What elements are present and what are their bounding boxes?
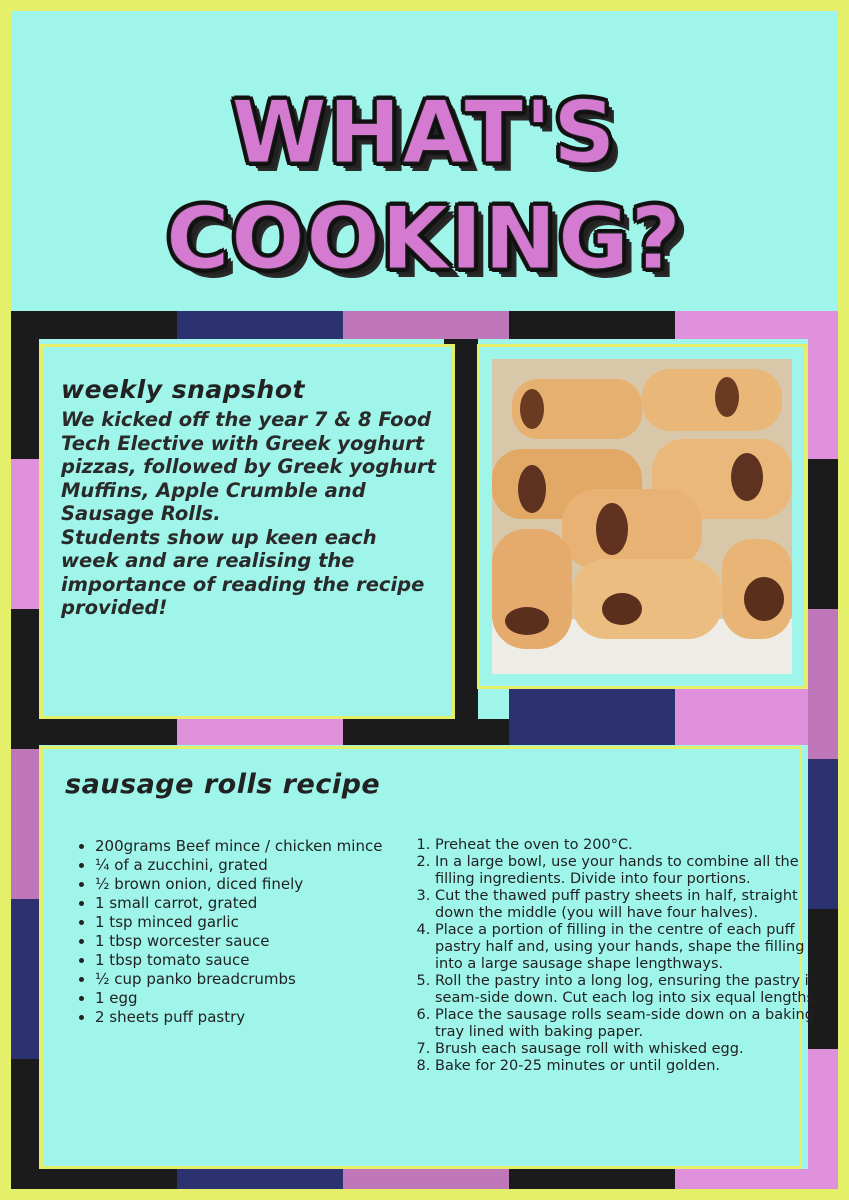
tile (11, 899, 39, 1059)
tile (509, 311, 675, 339)
ingredient-item: • 1 egg (95, 989, 395, 1008)
weekly-snapshot-panel (40, 344, 455, 719)
sausage-roll (492, 529, 572, 649)
tile (11, 311, 177, 339)
tile (509, 1169, 675, 1189)
ingredient-item: • 1 tsp minced garlic (95, 913, 395, 932)
tile (177, 1169, 343, 1189)
snapshot-body: We kicked off the year 7 & 8 Food Tech Elective with Greek yoghurt pizzas, followed by Greek yoghurt Muffins, Apple Crumble and Sausage Rolls. Students show up keen each week and are realising the importance of reading the recipe provided! (61, 408, 436, 619)
method-step: 4. Place a portion of filling in the centre of each puff pastry half and, using your hands, shape the filling into a large sausage shape lengthways. (435, 922, 820, 973)
tile (675, 311, 838, 339)
sausage-roll (642, 369, 782, 431)
ingredient-item: • 200grams Beef mince / chicken mince (95, 837, 395, 856)
tile (343, 311, 509, 339)
ingredient-item: • 1 tbsp tomato sauce (95, 951, 395, 970)
ingredient-item: • 1 tbsp worcester sauce (95, 932, 395, 951)
ingredient-item: • ¼ of a zucchini, grated (95, 856, 395, 875)
method-step: 2. In a large bowl, use your hands to combine all the filling ingredients. Divide into four portions. (435, 854, 820, 888)
tile (343, 719, 509, 745)
method-steps-list (411, 837, 820, 1075)
method-step: 1. Preheat the oven to 200°C. (435, 837, 820, 854)
title-line-1: WHAT'S (231, 83, 618, 183)
method-step: 6. Place the sausage rolls seam-side down on a baking tray lined with baking paper. (435, 1007, 820, 1041)
tile (11, 609, 39, 749)
tile (808, 459, 838, 609)
recipe-panel (40, 746, 819, 1169)
tile (177, 311, 343, 339)
sausage-roll (722, 539, 792, 639)
tile (177, 719, 343, 745)
sausage-roll (512, 379, 642, 439)
title-line-2: COOKING? (166, 189, 683, 289)
method-step: 5. Roll the pastry into a long log, ensuring the pastry is seam-side down. Cut each log into six equal lengths. (435, 973, 820, 1007)
tile (808, 339, 838, 459)
ingredients-list (73, 837, 395, 1027)
poster-frame (11, 11, 838, 1189)
sausage-rolls-photo (492, 359, 792, 674)
tile (675, 1169, 838, 1189)
tile (11, 749, 39, 899)
sausage-roll (572, 559, 722, 639)
tile (509, 689, 675, 745)
tile (11, 459, 39, 609)
tile (675, 689, 808, 745)
photo-panel (477, 344, 807, 689)
method-step: 3. Cut the thawed puff pastry sheets in half, straight down the middle (you will have four halves). (435, 888, 820, 922)
tile (11, 1169, 177, 1189)
method-step: 7. Brush each sausage roll with whisked egg. (435, 1041, 820, 1058)
ingredient-item: • 2 sheets puff pastry (95, 1008, 395, 1027)
tile (11, 339, 39, 459)
title-banner (11, 11, 838, 311)
ingredient-item: • ½ cup panko breadcrumbs (95, 970, 395, 989)
ingredient-item: • 1 small carrot, grated (95, 894, 395, 913)
snapshot-heading: weekly snapshot (61, 375, 305, 404)
ingredient-item: • ½ brown onion, diced finely (95, 875, 395, 894)
sausage-roll (562, 489, 702, 569)
method-step: 8. Bake for 20-25 minutes or until golden. (435, 1058, 820, 1075)
tile (343, 1169, 509, 1189)
recipe-heading: sausage rolls recipe (65, 769, 381, 800)
tile (808, 609, 838, 759)
